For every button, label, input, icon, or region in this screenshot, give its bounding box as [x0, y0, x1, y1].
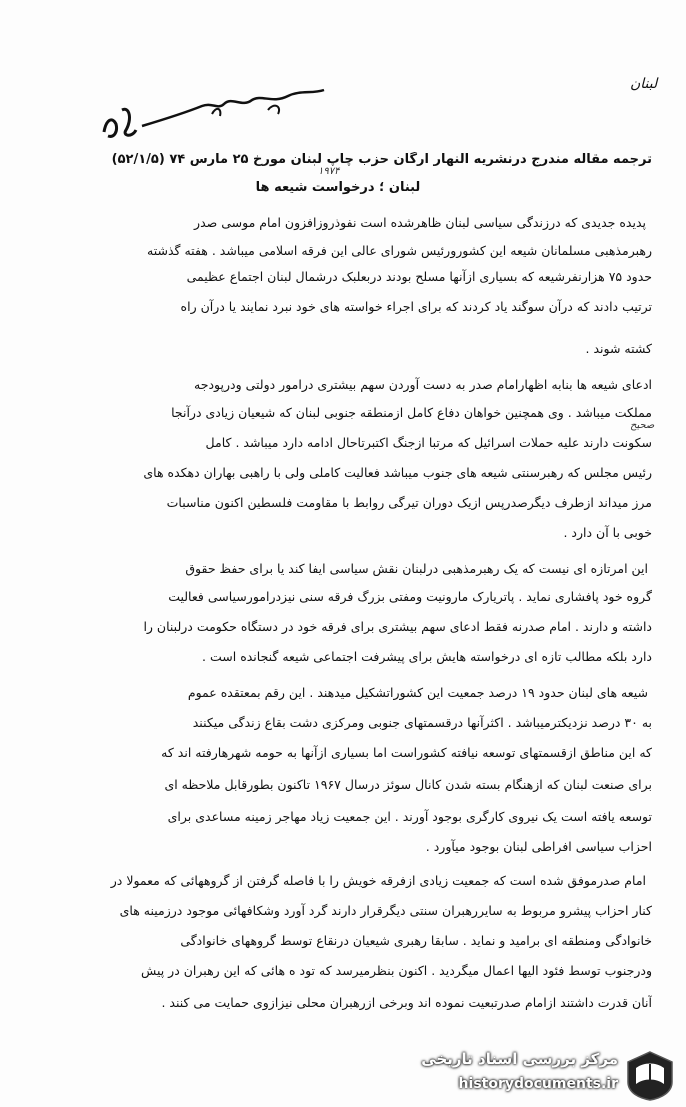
margin-note: لبنان	[630, 76, 658, 92]
paragraph-line: گروه خود پافشاری نماید . پاتریارک مارونیت ومفتی بزرگ فرقه سنی نیزدرامورسیاسی فعالیت	[168, 589, 652, 604]
handwritten-annotation: ۱۹۷۴	[318, 166, 340, 177]
paragraph-line: امام صدرموفق شده است که جمعیت زیادی ازفرقه خویش را با فاصله گرفتن از گروههائی که معمولا در	[110, 873, 646, 888]
paragraph-line: به ۳۰ درصد نزدیکترمیباشد . اکثرآنها درقسمتهای جنوبی ومرکزی دشت بقاع زندگی میکنند	[192, 715, 652, 730]
paragraph-line: خانوادگی ومنطقه ای برامید و نماید . سابقا رهبری شیعیان درنقاع توسط گروههای خانوادگی	[180, 933, 652, 948]
paragraph-line: رهبرمذهبی مسلمانان شیعه این کشورورئیس شورای عالی این فرقه اسلامی میباشد . هفته گذشته	[147, 243, 652, 258]
paragraph-line: ادعای شیعه ها بنابه اظهارامام صدر به دست آوردن سهم بیشتری درامور دولتی ودرپودجه	[194, 377, 652, 392]
document-subtitle: لبنان ؛ درخواست شیعه ها	[255, 180, 421, 195]
archive-emblem-icon	[624, 1050, 676, 1106]
handwritten-annotation: صحیح	[630, 420, 655, 431]
watermark-title: مرکز بررسی اسناد تاریخی	[421, 1050, 618, 1068]
watermark-url: historydocuments.ir	[458, 1076, 618, 1092]
paragraph-line: سکونت دارند علیه حملات اسرائیل که مرتبا ازجنگ اکتبرتاحال ادامه دارد میباشد . کامل	[205, 435, 652, 450]
paragraph-line: مرز میداند ازطرف دیگرصدرپس ازیک دوران تیرگی روابط با مقاومت فلسطین اکنون مناسبات	[166, 495, 652, 510]
paragraph-line: ترتیب دادند که درآن سوگند یاد کردند که برای اجراء خواسته های خود نبرد نمایند یا درآن راه	[180, 299, 652, 314]
paragraph-line: داشته و دارند . امام صدرنه فقط ادعای سهم بیشتری برای فرقه خود در دستگاه حکومت درلبنان را	[143, 619, 652, 634]
paragraph-line: آنان قدرت داشتند ازامام صدرتبعیت نموده اند وبرخی ازرهبران محلی نیزازوی حمایت می کنند .	[161, 995, 652, 1010]
paragraph-line: پدیده جدیدی که درزندگی سیاسی لبنان ظاهرشده است نفوذروزافزون امام موسی صدر	[194, 215, 646, 230]
paragraph-line: که این مناطق ازقسمتهای توسعه نیافته کشوراست اما بسیاری ازآنها به حومه شهرهارفته اند که	[161, 745, 652, 760]
paragraph-line: احزاب سیاسی افراطی لبنان بوجود میآورد .	[425, 839, 652, 854]
document-title: ترجمه مقاله مندرج درنشریه النهار ارگان حزب چاپ لبنان مورخ ۲۵ مارس ۷۴ (۵۲/۱/۵)	[111, 152, 652, 167]
paragraph-line: دارد بلکه مطالب تازه ای درخواسته هایش برای پیشرفت اجتماعی شیعه گنجانده است .	[202, 649, 652, 664]
paragraph-line: شیعه های لبنان حدود ۱۹ درصد جمعیت این کشوراتشکیل میدهند . این رقم بمعتقده عموم	[187, 685, 648, 700]
paragraph-line: رئیس مجلس که رهبرسنتی شیعه های جنوب میباشد فعالیت کاملی ولی با راهبی بهاران دهکده های	[143, 465, 652, 480]
paragraph-line: این امرتازه ای نیست که یک رهبرمذهبی درلبنان نقش سیاسی ایفا کند یا برای حفظ حقوق	[185, 561, 648, 576]
paragraph-line: کشته شوند .	[585, 341, 652, 356]
paragraph-line: ودرجنوب توسط فئود الیها اعمال میگردید . اکنون بنظرمیرسد که تود ه هائی که این رهبران در پیش	[141, 963, 652, 978]
paragraph-line: مملکت میباشد . وی همچنین خواهان دفاع کامل ازمنطقه جنوبی لبنان که شیعیان زیادی درآنجا	[171, 405, 652, 420]
paragraph-line: برای صنعت لبنان که ازهنگام بسته شدن کانال سوئز درسال ۱۹۶۷ تاکنون بطورقابل ملاحظه ای	[164, 777, 652, 792]
paragraph-line: خوبی با آن دارد .	[563, 525, 652, 540]
paragraph-line: کنار احزاب پیشرو مربوط به سایررهبران سنتی دیگرقرار دارند گرد آورد وشکافهائی موجود درزمینه های	[119, 903, 652, 918]
handwritten-signature	[92, 80, 332, 154]
paragraph-line: حدود ۷۵ هزارنفرشیعه که بسیاری ازآنها مسلح بودند دربعلبک درشمال لبنان اجتماع عظیمی	[186, 269, 652, 284]
watermark	[398, 1046, 680, 1106]
paragraph-line: توسعه یافته است یک نیروی کارگری بوجود آورند . این جمعیت زیاد مهاجر زمینه مساعدی برای	[167, 809, 652, 824]
